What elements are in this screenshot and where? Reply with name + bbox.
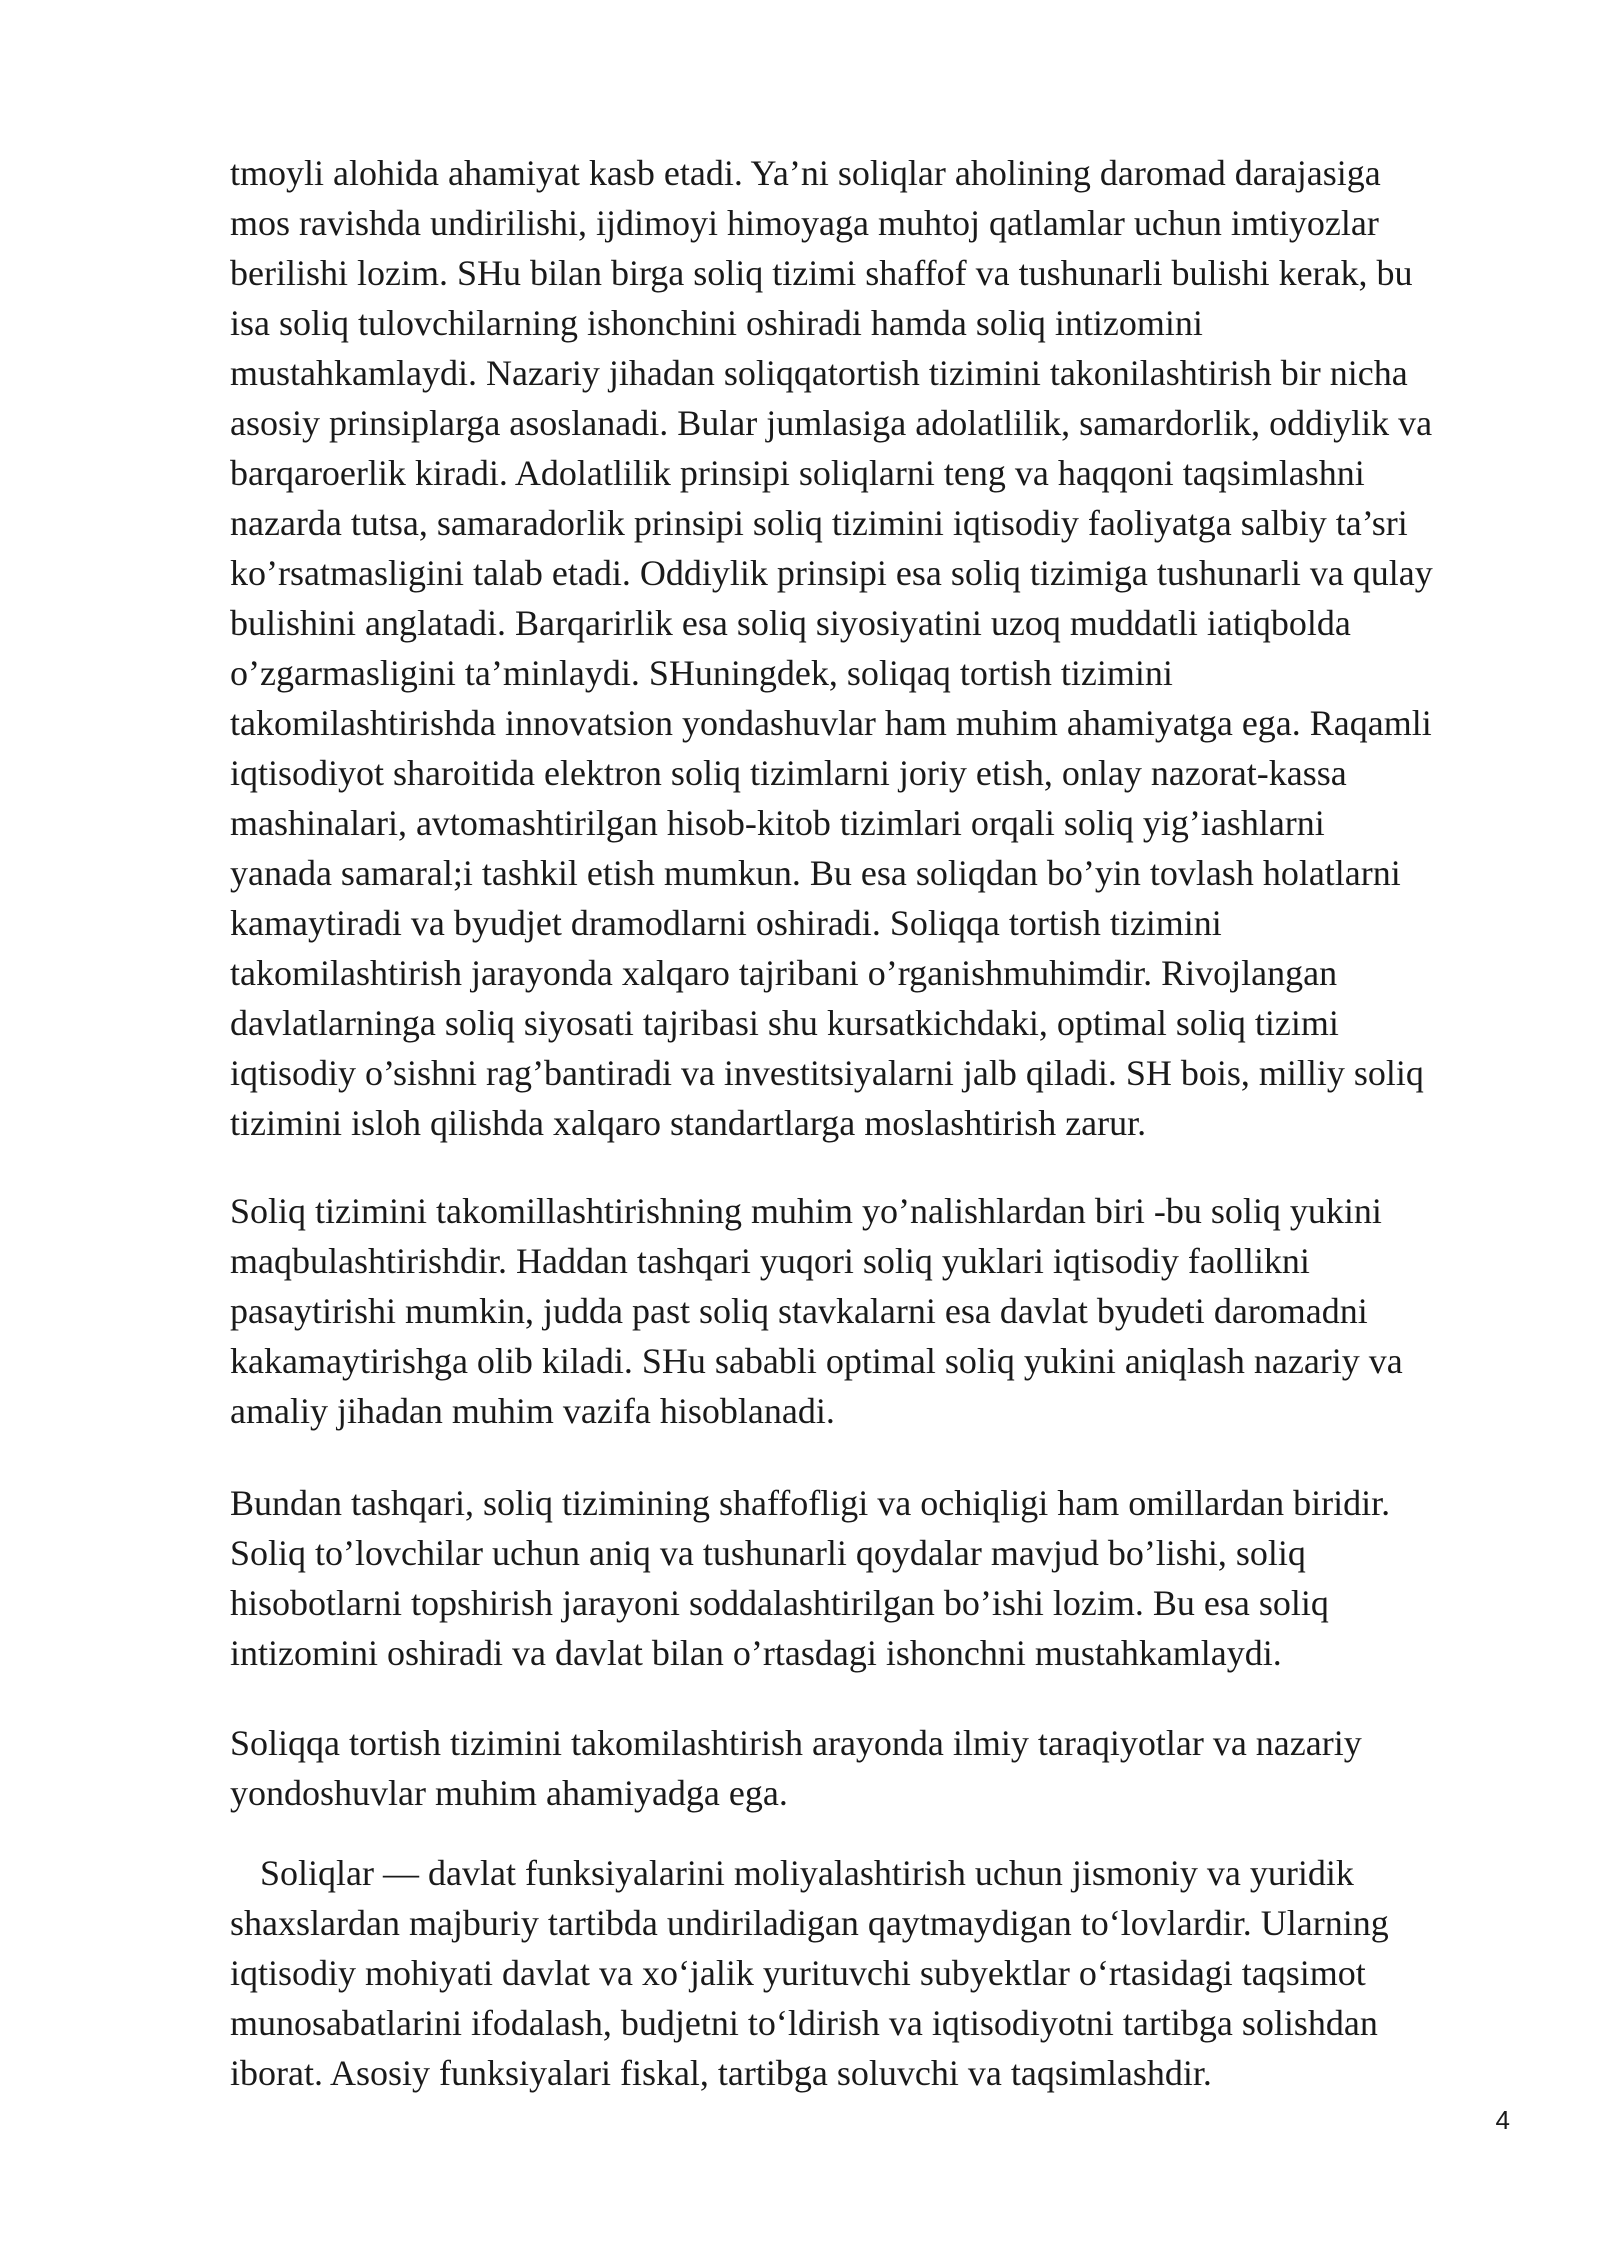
- text-line: bulishini anglatadi. Barqarirlik esa soliq siyosiyatini uzoq muddatli iatiqbolda: [230, 603, 1351, 643]
- text-line: tmoyli alohida ahamiyat kasb etadi. Ya’ni soliqlar aholining daromad darajasiga: [230, 153, 1381, 193]
- text-line: iborat. Asosiy funksiyalari fiskal, tartibga soluvchi va taqsimlashdir.: [230, 2053, 1212, 2093]
- text-line: takomilashtirish jarayonda xalqaro tajribani o’rganishmuhimdir. Rivojlangan: [230, 953, 1338, 993]
- text-line: tizimini isloh qilishda xalqaro standartlarga moslashtirish zarur.: [230, 1103, 1147, 1143]
- text-line: yondoshuvlar muhim ahamiyadga ega.: [230, 1773, 788, 1813]
- page-number: 4: [1495, 2105, 1510, 2135]
- text-line: iqtisodiy mohiyati davlat va xo‘jalik yurituvchi subyektlar o‘rtasidagi taqsimot: [230, 1953, 1366, 1993]
- text-line: kakamaytirishga olib kiladi. SHu sababli optimal soliq yukini aniqlash nazariy va: [230, 1341, 1403, 1381]
- text-line: o’zgarmasligini ta’minlaydi. SHuningdek, soliqaq tortish tizimini: [230, 653, 1173, 693]
- text-line: pasaytirishi mumkin, judda past soliq stavkalarni esa davlat byudeti daromadni: [230, 1291, 1368, 1331]
- paragraph: [230, 1718, 1510, 1818]
- text-line: yanada samaral;i tashkil etish mumkun. Bu esa soliqdan bo’yin tovlash holatlarni: [230, 853, 1401, 893]
- text-line: ko’rsatmasligini talab etadi. Oddiylik prinsipi esa soliq tizimiga tushunarli va qulay: [230, 553, 1433, 593]
- text-line: davlatlarninga soliq siyosati tajribasi shu kursatkichdaki, optimal soliq tizimi: [230, 1003, 1339, 1043]
- text-line: Soliq to’lovchilar uchun aniq va tushunarli qoydalar mavjud bo’lishi, soliq: [230, 1533, 1306, 1573]
- text-line: mos ravishda undirilishi, ijdimoyi himoyaga muhtoj qatlamlar uchun imtiyozlar: [230, 203, 1379, 243]
- text-line: maqbulashtirishdir. Haddan tashqari yuqori soliq yuklari iqtisodiy faollikni: [230, 1241, 1310, 1281]
- paragraph: [230, 1848, 1510, 2098]
- text-line: asosiy prinsiplarga asoslanadi. Bular jumlasiga adolatlilik, samardorlik, oddiylik va: [230, 403, 1433, 443]
- text-line: barqaroerlik kiradi. Adolatlilik prinsipi soliqlarni teng va haqqoni taqsimlashni: [230, 453, 1365, 493]
- text-line: shaxslardan majburiy tartibda undiriladigan qaytmaydigan to‘lovlardir. Ularning: [230, 1903, 1389, 1943]
- text-line: amaliy jihadan muhim vazifa hisoblanadi.: [230, 1391, 835, 1431]
- text-line: Soliq tizimini takomillashtirishning muhim yo’nalishlardan biri -bu soliq yukini: [230, 1191, 1382, 1231]
- text-line: mashinalari, avtomashtirilgan hisob-kitob tizimlari orqali soliq yig’iashlarni: [230, 803, 1325, 843]
- text-line: Bundan tashqari, soliq tizimining shaffofligi va ochiqligi ham omillardan biridir.: [230, 1483, 1391, 1523]
- text-line: intizomini oshiradi va davlat bilan o’rtasdagi ishonchni mustahkamlaydi.: [230, 1633, 1282, 1673]
- text-line: nazarda tutsa, samaradorlik prinsipi soliq tizimini iqtisodiy faoliyatga salbiy ta’sri: [230, 503, 1408, 543]
- text-line: takomilashtirishda innovatsion yondashuvlar ham muhim ahamiyatga ega. Raqamli: [230, 703, 1432, 743]
- text-line: kamaytiradi va byudjet dramodlarni oshiradi. Soliqqa tortish tizimini: [230, 903, 1222, 943]
- text-line: berilishi lozim. SHu bilan birga soliq tizimi shaffof va tushunarli bulishi kerak, bu: [230, 253, 1413, 293]
- text-line: Soliqlar — davlat funksiyalarini moliyalashtirish uchun jismoniy va yuridik: [260, 1853, 1354, 1893]
- text-line: munosabatlarini ifodalash, budjetni to‘ldirish va iqtisodiyotni tartibga solishdan: [230, 2003, 1378, 2043]
- text-line: hisobotlarni topshirish jarayoni soddalashtirilgan bo’ishi lozim. Bu esa soliq: [230, 1583, 1329, 1623]
- paragraph: [230, 1478, 1510, 1678]
- text-line: iqtisodiyot sharoitida elektron soliq tizimlarni joriy etish, onlay nazorat-kassa: [230, 753, 1347, 793]
- paragraph: [230, 148, 1510, 1148]
- text-line: isa soliq tulovchilarning ishonchini oshiradi hamda soliq intizomini: [230, 303, 1203, 343]
- page-body: [230, 148, 1510, 2098]
- text-line: iqtisodiy o’sishni rag’bantiradi va investitsiyalarni jalb qiladi. SH bois, milliy soliq: [230, 1053, 1424, 1093]
- text-line: mustahkamlaydi. Nazariy jihadan soliqqatortish tizimini takonilashtirish bir nicha: [230, 353, 1408, 393]
- paragraph: [230, 1186, 1510, 1436]
- text-line: Soliqqa tortish tizimini takomilashtirish arayonda ilmiy taraqiyotlar va nazariy: [230, 1723, 1362, 1763]
